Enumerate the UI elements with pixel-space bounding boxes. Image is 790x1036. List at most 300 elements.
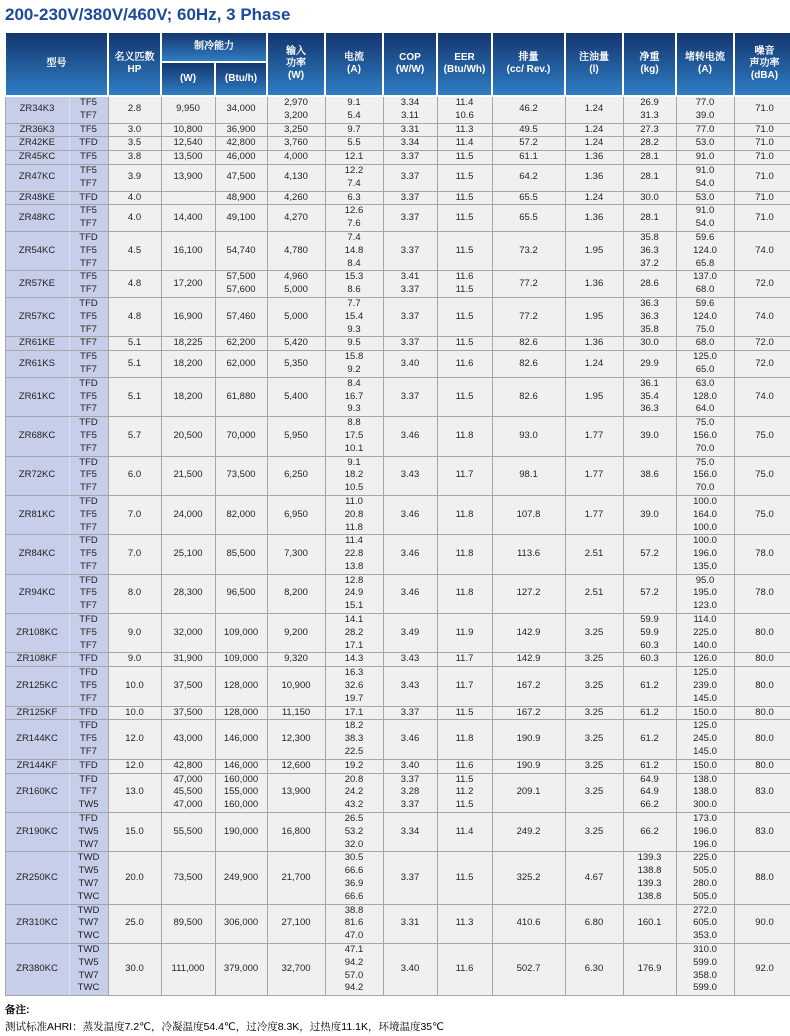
table-row (5, 377, 790, 416)
header-model: 型号 (5, 32, 108, 96)
cell-hp: 12.0 (108, 720, 161, 759)
cell-current: 20.8 24.2 43.2 (325, 773, 383, 812)
cell-eer: 11.7 (437, 653, 492, 667)
cell-capacity-btuh: 249,900 (215, 852, 267, 904)
cell-voltage-codes: TFD (69, 759, 108, 773)
cell-locked-rotor-current: 150.0 (676, 759, 734, 773)
cell-oil-charge: 2.51 (565, 574, 623, 613)
cell-current: 18.2 38.3 22.5 (325, 720, 383, 759)
cell-hp: 9.0 (108, 653, 161, 667)
cell-net-weight: 29.9 (623, 351, 676, 378)
cell-locked-rotor-current: 173.0 196.0 196.0 (676, 813, 734, 852)
cell-noise: 80.0 (734, 706, 790, 720)
cell-input-power: 5,420 (267, 337, 325, 351)
cell-eer: 11.5 (437, 297, 492, 336)
cell-eer: 11.7 (437, 667, 492, 706)
cell-oil-charge: 6.80 (565, 904, 623, 943)
cell-current: 9.7 (325, 123, 383, 137)
cell-hp: 25.0 (108, 904, 161, 943)
header-input-power: 输入 功率 (W) (267, 32, 325, 96)
cell-cop: 3.46 (383, 495, 437, 534)
cell-model: ZR34K3 (5, 96, 69, 123)
cell-current: 16.3 32.6 19.7 (325, 667, 383, 706)
cell-capacity-w: 73,500 (161, 852, 215, 904)
cell-current: 9.5 (325, 337, 383, 351)
notes-text: 测试标准AHRI：蒸发温度7.2℃，冷凝温度54.4℃，过冷度8.3K，过热度11.1K，环境温度35℃ (5, 1021, 444, 1034)
header-displacement: 排量 (cc/ Rev.) (492, 32, 565, 96)
cell-hp: 4.5 (108, 231, 161, 270)
cell-hp: 4.0 (108, 205, 161, 232)
cell-current: 47.1 94.2 57.0 94.2 (325, 944, 383, 996)
cell-oil-charge: 1.36 (565, 151, 623, 165)
cell-current: 30.5 66.6 36.9 66.6 (325, 852, 383, 904)
cell-input-power: 11,150 (267, 706, 325, 720)
cell-eer: 11.8 (437, 417, 492, 456)
cell-model: ZR72KC (5, 456, 69, 495)
cell-locked-rotor-current: 125.0 239.0 145.0 (676, 667, 734, 706)
cell-capacity-btuh: 70,000 (215, 417, 267, 456)
cell-net-weight: 35.8 36.3 37.2 (623, 231, 676, 270)
cell-eer: 11.4 (437, 137, 492, 151)
cell-current: 8.8 17.5 10.1 (325, 417, 383, 456)
cell-locked-rotor-current: 100.0 196.0 135.0 (676, 535, 734, 574)
cell-net-weight: 160.1 (623, 904, 676, 943)
notes-section (5, 1002, 787, 1034)
cell-current: 14.1 28.2 17.1 (325, 614, 383, 653)
table-header (5, 32, 790, 96)
cell-noise: 71.0 (734, 191, 790, 205)
cell-oil-charge: 1.36 (565, 164, 623, 191)
cell-current: 9.1 5.4 (325, 96, 383, 123)
cell-voltage-codes: TFD TF5 TF7 (69, 535, 108, 574)
cell-current: 15.3 8.6 (325, 271, 383, 298)
cell-noise: 78.0 (734, 574, 790, 613)
cell-voltage-codes: TWD TW5 TW7 TWC (69, 944, 108, 996)
cell-hp: 12.0 (108, 759, 161, 773)
cell-hp: 3.5 (108, 137, 161, 151)
cell-displacement: 325.2 (492, 852, 565, 904)
cell-noise: 80.0 (734, 653, 790, 667)
cell-capacity-w: 9,950 (161, 96, 215, 123)
cell-hp: 9.0 (108, 614, 161, 653)
cell-voltage-codes: TFD TF5 TF7 (69, 377, 108, 416)
cell-net-weight: 38.6 (623, 456, 676, 495)
cell-capacity-w: 37,500 (161, 706, 215, 720)
cell-noise: 78.0 (734, 535, 790, 574)
cell-eer: 11.4 10.6 (437, 96, 492, 123)
cell-capacity-w: 21,500 (161, 456, 215, 495)
cell-net-weight: 28.2 (623, 137, 676, 151)
cell-locked-rotor-current: 125.0 65.0 (676, 351, 734, 378)
cell-model: ZR54KC (5, 231, 69, 270)
table-row (5, 456, 790, 495)
cell-voltage-codes: TFD TF5 TF7 (69, 667, 108, 706)
cell-voltage-codes: TFD TF5 TF7 (69, 417, 108, 456)
cell-displacement: 93.0 (492, 417, 565, 456)
cell-capacity-btuh: 47,500 (215, 164, 267, 191)
cell-displacement: 77.2 (492, 271, 565, 298)
cell-current: 5.5 (325, 137, 383, 151)
cell-capacity-w: 17,200 (161, 271, 215, 298)
cell-cop: 3.37 (383, 706, 437, 720)
cell-capacity-btuh: 85,500 (215, 535, 267, 574)
cell-noise: 75.0 (734, 417, 790, 456)
cell-oil-charge: 1.77 (565, 495, 623, 534)
cell-net-weight: 66.2 (623, 813, 676, 852)
cell-net-weight: 57.2 (623, 574, 676, 613)
cell-cop: 3.37 (383, 377, 437, 416)
cell-oil-charge: 1.77 (565, 417, 623, 456)
cell-voltage-codes: TFD (69, 706, 108, 720)
cell-cop: 3.37 (383, 191, 437, 205)
cell-displacement: 190.9 (492, 759, 565, 773)
cell-displacement: 113.6 (492, 535, 565, 574)
cell-hp: 5.1 (108, 377, 161, 416)
cell-noise: 75.0 (734, 495, 790, 534)
cell-input-power: 7,300 (267, 535, 325, 574)
cell-capacity-btuh: 62,000 (215, 351, 267, 378)
cell-noise: 88.0 (734, 852, 790, 904)
cell-oil-charge: 1.24 (565, 137, 623, 151)
cell-oil-charge: 1.36 (565, 205, 623, 232)
cell-capacity-btuh: 57,460 (215, 297, 267, 336)
cell-capacity-btuh: 62,200 (215, 337, 267, 351)
cell-displacement: 142.9 (492, 653, 565, 667)
cell-cop: 3.37 (383, 164, 437, 191)
cell-eer: 11.6 (437, 351, 492, 378)
cell-displacement: 77.2 (492, 297, 565, 336)
cell-input-power: 4,130 (267, 164, 325, 191)
cell-capacity-btuh: 49,100 (215, 205, 267, 232)
cell-cop: 3.37 3.28 3.37 (383, 773, 437, 812)
cell-locked-rotor-current: 95.0 195.0 123.0 (676, 574, 734, 613)
cell-noise: 72.0 (734, 271, 790, 298)
cell-capacity-btuh: 73,500 (215, 456, 267, 495)
cell-capacity-w: 13,500 (161, 151, 215, 165)
table-row (5, 96, 790, 123)
cell-cop: 3.40 (383, 944, 437, 996)
cell-oil-charge: 1.95 (565, 377, 623, 416)
cell-capacity-btuh: 190,000 (215, 813, 267, 852)
cell-voltage-codes: TF5 TF7 (69, 96, 108, 123)
cell-locked-rotor-current: 125.0 245.0 145.0 (676, 720, 734, 759)
table-row (5, 417, 790, 456)
cell-net-weight: 36.3 36.3 35.8 (623, 297, 676, 336)
table-row (5, 614, 790, 653)
cell-model: ZR36K3 (5, 123, 69, 137)
cell-cop: 3.40 (383, 351, 437, 378)
cell-capacity-btuh: 82,000 (215, 495, 267, 534)
cell-model: ZR61KE (5, 337, 69, 351)
table-row (5, 151, 790, 165)
table-row (5, 535, 790, 574)
cell-cop: 3.46 (383, 720, 437, 759)
cell-net-weight: 59.9 59.9 60.3 (623, 614, 676, 653)
cell-noise: 75.0 (734, 456, 790, 495)
cell-capacity-btuh: 128,000 (215, 667, 267, 706)
cell-oil-charge: 1.24 (565, 191, 623, 205)
cell-input-power: 6,250 (267, 456, 325, 495)
cell-model: ZR42KE (5, 137, 69, 151)
header-current: 电流 (A) (325, 32, 383, 96)
cell-capacity-w: 47,000 45,500 47,000 (161, 773, 215, 812)
header-cop: COP (W/W) (383, 32, 437, 96)
cell-oil-charge: 3.25 (565, 759, 623, 773)
cell-input-power: 2,970 3,200 (267, 96, 325, 123)
cell-noise: 80.0 (734, 614, 790, 653)
cell-hp: 20.0 (108, 852, 161, 904)
cell-hp: 6.0 (108, 456, 161, 495)
table-row (5, 773, 790, 812)
cell-eer: 11.5 (437, 852, 492, 904)
cell-net-weight: 30.0 (623, 337, 676, 351)
cell-model: ZR94KC (5, 574, 69, 613)
cell-cop: 3.34 (383, 137, 437, 151)
cell-hp: 13.0 (108, 773, 161, 812)
cell-input-power: 13,900 (267, 773, 325, 812)
cell-oil-charge: 1.24 (565, 96, 623, 123)
cell-input-power: 8,200 (267, 574, 325, 613)
cell-capacity-btuh: 306,000 (215, 904, 267, 943)
cell-capacity-w: 18,225 (161, 337, 215, 351)
cell-capacity-btuh: 46,000 (215, 151, 267, 165)
cell-capacity-btuh: 160,000 155,000 160,000 (215, 773, 267, 812)
cell-displacement: 410.6 (492, 904, 565, 943)
cell-locked-rotor-current: 77.0 (676, 123, 734, 137)
cell-voltage-codes: TF5 TF7 (69, 271, 108, 298)
table-row (5, 164, 790, 191)
cell-capacity-w (161, 191, 215, 205)
cell-net-weight: 28.6 (623, 271, 676, 298)
cell-displacement: 167.2 (492, 667, 565, 706)
cell-model: ZR84KC (5, 535, 69, 574)
cell-oil-charge: 3.25 (565, 614, 623, 653)
cell-net-weight: 61.2 (623, 759, 676, 773)
table-row (5, 137, 790, 151)
cell-model: ZR160KC (5, 773, 69, 812)
cell-hp: 15.0 (108, 813, 161, 852)
cell-noise: 90.0 (734, 904, 790, 943)
cell-locked-rotor-current: 53.0 (676, 191, 734, 205)
cell-capacity-btuh: 61,880 (215, 377, 267, 416)
cell-noise: 72.0 (734, 337, 790, 351)
cell-model: ZR144KF (5, 759, 69, 773)
cell-model: ZR57KC (5, 297, 69, 336)
header-net-weight: 净重 (kg) (623, 32, 676, 96)
cell-cop: 3.46 (383, 417, 437, 456)
cell-net-weight: 176.9 (623, 944, 676, 996)
cell-locked-rotor-current: 91.0 54.0 (676, 164, 734, 191)
cell-capacity-w: 32,000 (161, 614, 215, 653)
cell-net-weight: 39.0 (623, 495, 676, 534)
cell-input-power: 12,600 (267, 759, 325, 773)
cell-model: ZR47KC (5, 164, 69, 191)
cell-cop: 3.43 (383, 653, 437, 667)
cell-locked-rotor-current: 53.0 (676, 137, 734, 151)
cell-net-weight: 30.0 (623, 191, 676, 205)
table-row (5, 495, 790, 534)
cell-input-power: 9,320 (267, 653, 325, 667)
cell-cop: 3.37 (383, 297, 437, 336)
cell-eer: 11.5 (437, 337, 492, 351)
cell-input-power: 4,260 (267, 191, 325, 205)
table-row (5, 813, 790, 852)
cell-noise: 71.0 (734, 151, 790, 165)
cell-model: ZR108KF (5, 653, 69, 667)
cell-oil-charge: 1.77 (565, 456, 623, 495)
cell-noise: 71.0 (734, 205, 790, 232)
cell-noise: 80.0 (734, 720, 790, 759)
cell-current: 11.0 20.8 11.8 (325, 495, 383, 534)
cell-cop: 3.31 (383, 904, 437, 943)
cell-hp: 3.0 (108, 123, 161, 137)
cell-input-power: 4,780 (267, 231, 325, 270)
cell-net-weight: 57.2 (623, 535, 676, 574)
cell-model: ZR250KC (5, 852, 69, 904)
table-body (5, 96, 790, 996)
cell-displacement: 46.2 (492, 96, 565, 123)
table-row (5, 297, 790, 336)
page-title: 200-230V/380V/460V; 60Hz, 3 Phase (5, 5, 291, 24)
cell-current: 12.8 24.9 15.1 (325, 574, 383, 613)
cell-capacity-w: 12,540 (161, 137, 215, 151)
cell-net-weight: 139.3 138.8 139.3 138.8 (623, 852, 676, 904)
cell-capacity-w: 28,300 (161, 574, 215, 613)
cell-voltage-codes: TF5 (69, 151, 108, 165)
cell-capacity-w: 18,200 (161, 351, 215, 378)
header-hp: 名义匹数 HP (108, 32, 161, 96)
cell-displacement: 107.8 (492, 495, 565, 534)
cell-input-power: 10,900 (267, 667, 325, 706)
header-locked-rotor-current: 堵转电流 (A) (676, 32, 734, 96)
cell-eer: 11.4 (437, 813, 492, 852)
cell-net-weight: 36.1 35.4 36.3 (623, 377, 676, 416)
cell-model: ZR48KC (5, 205, 69, 232)
cell-hp: 30.0 (108, 944, 161, 996)
cell-oil-charge: 3.25 (565, 706, 623, 720)
cell-voltage-codes: TFD (69, 137, 108, 151)
header-capacity-group: 制冷能力 (161, 32, 267, 62)
table-row (5, 271, 790, 298)
cell-displacement: 82.6 (492, 377, 565, 416)
cell-displacement: 61.1 (492, 151, 565, 165)
cell-voltage-codes: TFD TF5 TF7 (69, 574, 108, 613)
cell-hp: 4.8 (108, 271, 161, 298)
cell-eer: 11.8 (437, 720, 492, 759)
cell-net-weight: 28.1 (623, 205, 676, 232)
cell-current: 19.2 (325, 759, 383, 773)
cell-voltage-codes: TFD TF5 TF7 (69, 231, 108, 270)
cell-capacity-w: 18,200 (161, 377, 215, 416)
cell-capacity-btuh: 128,000 (215, 706, 267, 720)
cell-input-power: 4,960 5,000 (267, 271, 325, 298)
cell-cop: 3.46 (383, 574, 437, 613)
cell-model: ZR48KE (5, 191, 69, 205)
cell-capacity-w: 20,500 (161, 417, 215, 456)
cell-eer: 11.6 (437, 944, 492, 996)
cell-capacity-w: 25,100 (161, 535, 215, 574)
table-row (5, 944, 790, 996)
cell-noise: 92.0 (734, 944, 790, 996)
header-eer: EER (Btu/Wh) (437, 32, 492, 96)
cell-displacement: 64.2 (492, 164, 565, 191)
cell-displacement: 167.2 (492, 706, 565, 720)
cell-eer: 11.5 (437, 151, 492, 165)
cell-model: ZR310KC (5, 904, 69, 943)
cell-locked-rotor-current: 63.0 128.0 64.0 (676, 377, 734, 416)
cell-model: ZR61KS (5, 351, 69, 378)
cell-hp: 5.1 (108, 337, 161, 351)
cell-cop: 3.37 (383, 151, 437, 165)
header-oil-charge: 注油量 (l) (565, 32, 623, 96)
cell-capacity-w: 89,500 (161, 904, 215, 943)
table-row (5, 123, 790, 137)
cell-displacement: 98.1 (492, 456, 565, 495)
cell-oil-charge: 6.30 (565, 944, 623, 996)
cell-input-power: 3,250 (267, 123, 325, 137)
cell-model: ZR125KF (5, 706, 69, 720)
cell-input-power: 4,000 (267, 151, 325, 165)
cell-input-power: 5,350 (267, 351, 325, 378)
cell-cop: 3.37 (383, 205, 437, 232)
cell-capacity-w: 24,000 (161, 495, 215, 534)
cell-eer: 11.5 (437, 191, 492, 205)
cell-locked-rotor-current: 68.0 (676, 337, 734, 351)
cell-locked-rotor-current: 100.0 164.0 100.0 (676, 495, 734, 534)
cell-eer: 11.8 (437, 495, 492, 534)
cell-locked-rotor-current: 75.0 156.0 70.0 (676, 456, 734, 495)
cell-voltage-codes: TFD (69, 653, 108, 667)
cell-locked-rotor-current: 114.0 225.0 140.0 (676, 614, 734, 653)
cell-displacement: 82.6 (492, 337, 565, 351)
cell-eer: 11.8 (437, 574, 492, 613)
notes-label: 备注: (5, 1004, 30, 1017)
cell-current: 7.4 14.8 8.4 (325, 231, 383, 270)
cell-current: 8.4 16.7 9.3 (325, 377, 383, 416)
cell-noise: 71.0 (734, 96, 790, 123)
cell-hp: 10.0 (108, 706, 161, 720)
cell-locked-rotor-current: 126.0 (676, 653, 734, 667)
cell-eer: 11.5 (437, 377, 492, 416)
cell-noise: 74.0 (734, 297, 790, 336)
cell-capacity-w: 16,900 (161, 297, 215, 336)
cell-capacity-btuh: 54,740 (215, 231, 267, 270)
cell-input-power: 16,800 (267, 813, 325, 852)
cell-locked-rotor-current: 75.0 156.0 70.0 (676, 417, 734, 456)
cell-oil-charge: 1.95 (565, 231, 623, 270)
cell-locked-rotor-current: 272.0 605.0 353.0 (676, 904, 734, 943)
cell-net-weight: 28.1 (623, 151, 676, 165)
cell-oil-charge: 3.25 (565, 653, 623, 667)
cell-capacity-w: 14,400 (161, 205, 215, 232)
cell-net-weight: 61.2 (623, 706, 676, 720)
table-row (5, 231, 790, 270)
cell-input-power: 5,000 (267, 297, 325, 336)
cell-eer: 11.9 (437, 614, 492, 653)
cell-cop: 3.43 (383, 456, 437, 495)
cell-eer: 11.5 (437, 706, 492, 720)
cell-input-power: 32,700 (267, 944, 325, 996)
cell-hp: 5.1 (108, 351, 161, 378)
cell-noise: 74.0 (734, 377, 790, 416)
cell-oil-charge: 1.24 (565, 123, 623, 137)
cell-voltage-codes: TF5 TF7 (69, 164, 108, 191)
cell-voltage-codes: TFD TF5 TF7 (69, 720, 108, 759)
cell-model: ZR108KC (5, 614, 69, 653)
table-row (5, 574, 790, 613)
cell-capacity-btuh: 34,000 (215, 96, 267, 123)
cell-current: 26.5 53.2 32.0 (325, 813, 383, 852)
